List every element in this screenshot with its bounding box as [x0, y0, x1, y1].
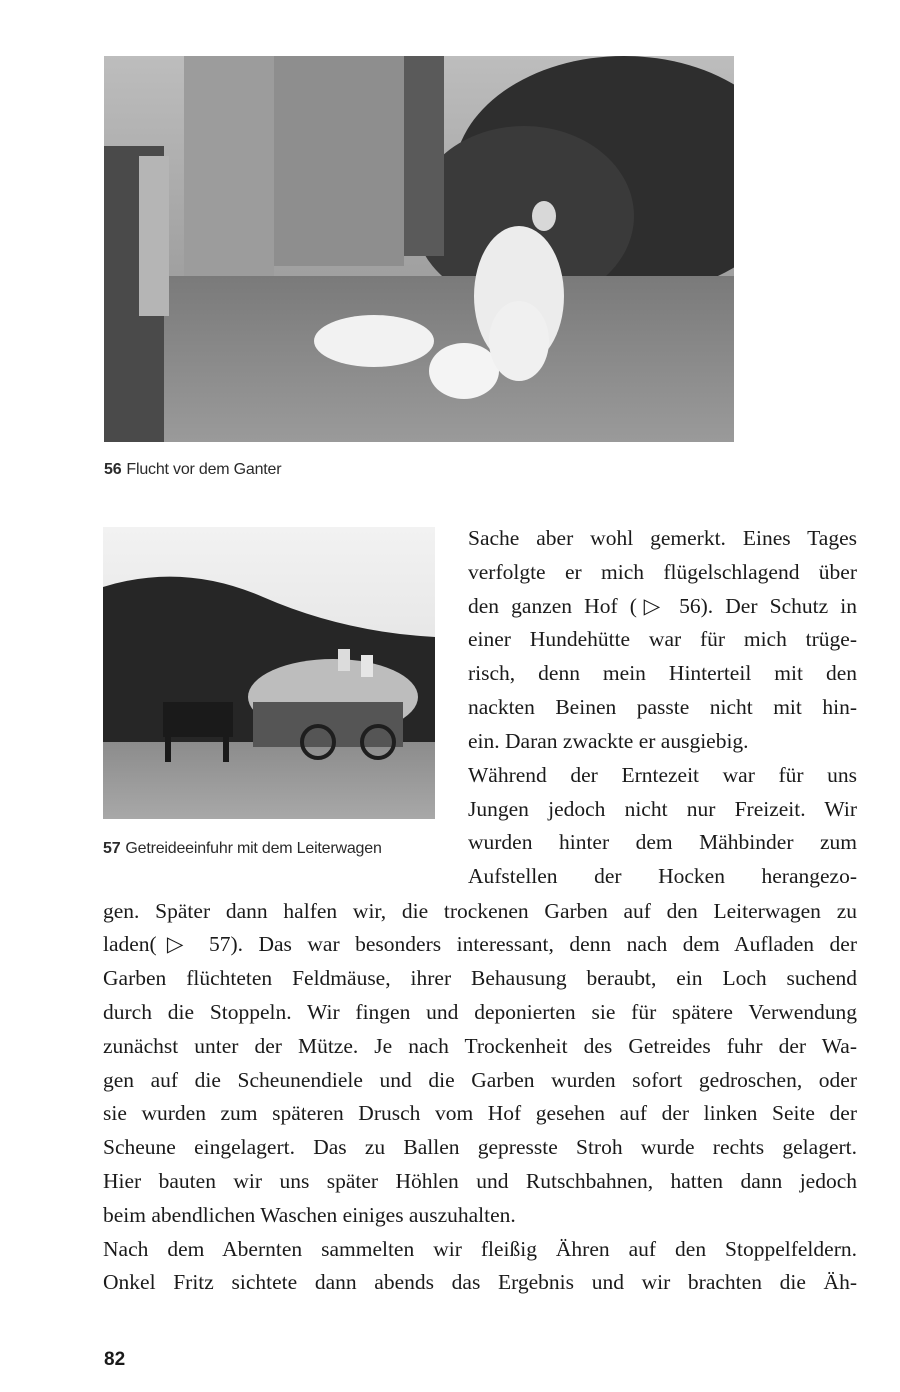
- body-text-line: ein. Daran zwackte er ausgiebig.: [468, 729, 749, 753]
- body-text-line: nackten Beinen passte nicht mit hin-: [468, 695, 857, 719]
- photo-grain-harvest-wagon: [103, 527, 435, 819]
- body-text-line: Während der Erntezeit war für uns: [468, 763, 857, 787]
- body-text-line: Aufstellen der Hocken herangezo-: [468, 864, 857, 888]
- body-text-line: laden(▷ 57). Das war besonders interessant, denn nach dem Aufladen der: [103, 932, 857, 956]
- body-text-line: Onkel Fritz sichtete dann abends das Ergebnis und wir brachten die Äh-: [103, 1270, 857, 1294]
- body-text-line: gen auf die Scheunendiele und die Garben wurden sofort gedroschen, oder: [103, 1068, 857, 1092]
- body-text-line: Jungen jedoch nicht nur Freizeit. Wir: [468, 797, 857, 821]
- figure-caption-text: Getreideeinfuhr mit dem Leiterwagen: [125, 840, 382, 857]
- page-number: 82: [104, 1349, 126, 1370]
- body-text-line: zunächst unter der Mütze. Je nach Trockenheit des Getreides fuhr der Wa-: [103, 1034, 857, 1058]
- body-text-line: durch die Stoppeln. Wir fingen und deponierten sie für spätere Verwendung: [103, 1000, 857, 1024]
- figure-number: 56: [104, 461, 122, 478]
- figure-caption-57: [103, 840, 382, 858]
- body-text-line: wurden hinter dem Mähbinder zum: [468, 830, 857, 854]
- body-text-line: Hier bauten wir uns später Höhlen und Rutschbahnen, hatten dann jedoch: [103, 1169, 857, 1193]
- body-text-line: Scheune eingelagert. Das zu Ballen gepresste Stroh wurde rechts gelagert.: [103, 1135, 857, 1159]
- body-text-line: einer Hundehütte war für mich trüge-: [468, 627, 857, 651]
- body-text-line: gen. Später dann halfen wir, die trockenen Garben auf den Leiterwagen zu: [103, 899, 857, 923]
- body-text-line: risch, denn mein Hinterteil mit den: [468, 661, 857, 685]
- body-text-line: Nach dem Abernten sammelten wir fleißig Ähren auf den Stoppelfeldern.: [103, 1237, 857, 1261]
- photo-flight-from-gander: [104, 56, 734, 442]
- body-text-line: Garben flüchteten Feldmäuse, ihrer Behausung beraubt, ein Loch suchend: [103, 966, 857, 990]
- body-text-line: den ganzen Hof (▷ 56). Der Schutz in: [468, 594, 857, 618]
- body-text-line: verfolgte er mich flügelschlagend über: [468, 560, 857, 584]
- figure-caption-text: Flucht vor dem Ganter: [126, 461, 282, 478]
- body-text-line: beim abendlichen Waschen einiges auszuhalten.: [103, 1203, 516, 1227]
- figure-caption-56: [104, 461, 281, 479]
- body-text-line: Sache aber wohl gemerkt. Eines Tages: [468, 526, 857, 550]
- body-text-line: sie wurden zum späteren Drusch vom Hof gesehen auf der linken Seite der: [103, 1101, 857, 1125]
- figure-number: 57: [103, 840, 121, 857]
